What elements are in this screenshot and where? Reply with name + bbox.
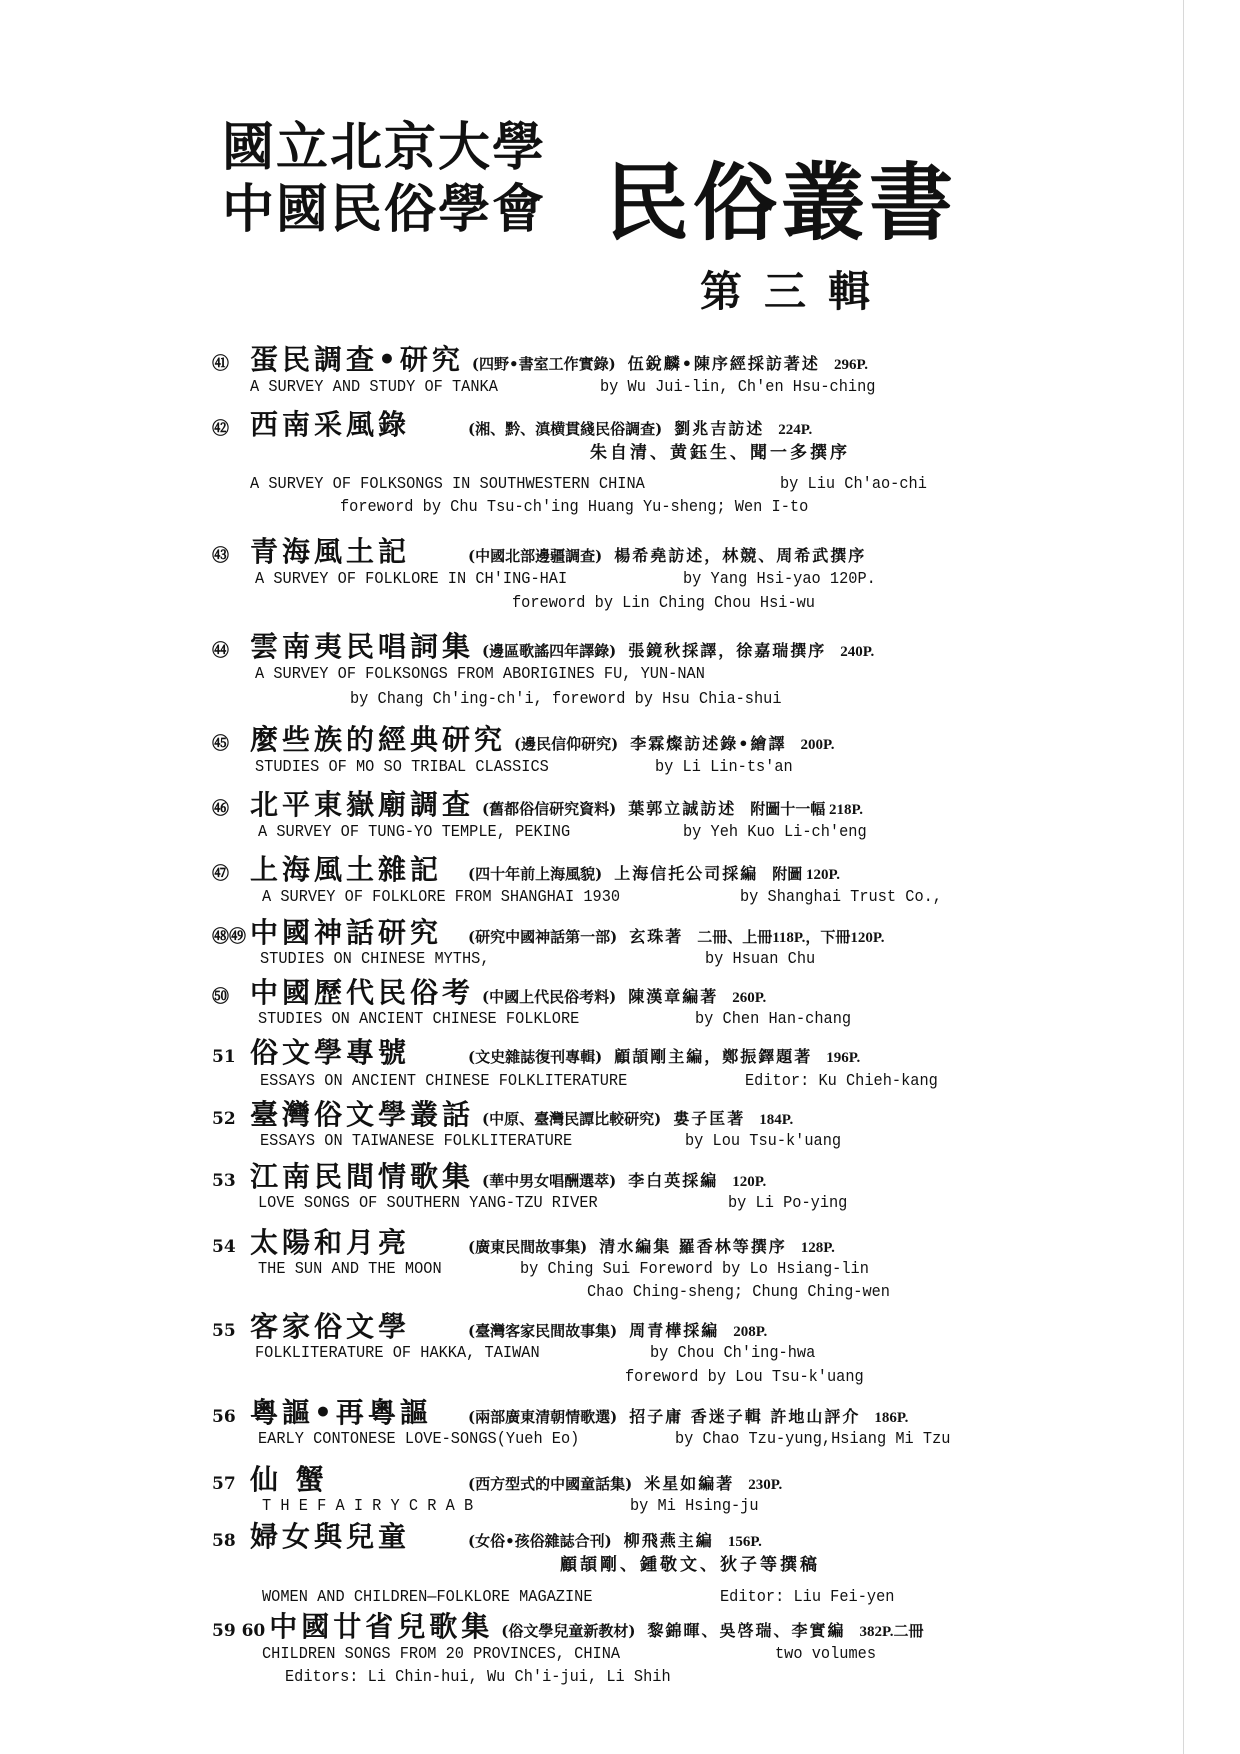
entry-pages: 186P. — [874, 1410, 909, 1426]
entry-pages: 230P. — [748, 1477, 783, 1493]
entry-english-line: by Chang Ch'ing-ch'i, foreword by Hsu Chia-shui — [350, 690, 782, 709]
entry-english-line: by Lou Tsu-k'uang — [685, 1132, 842, 1151]
entry-authors: 招子庸 香迷子輯 許地山評介 — [629, 1407, 861, 1426]
entry-authors: 周青樺採編 — [629, 1321, 720, 1340]
entry-number: 53 — [212, 1171, 236, 1191]
entry-chinese-line — [212, 790, 863, 820]
entry-chinese-line — [212, 632, 874, 662]
entry-english-line: FOLKLITERATURE OF HAKKA, TAIWAN — [255, 1344, 540, 1363]
entry-title: 臺灣俗文學叢話 — [250, 1098, 475, 1131]
entry-title: 中國神話研究 — [250, 916, 443, 949]
entry-title: 仙 蟹 — [250, 1463, 328, 1496]
entry-english-line: by Yeh Kuo Li-ch'eng — [683, 823, 867, 842]
entry-english-line: ESSAYS ON ANCIENT CHINESE FOLKLITERATURE — [260, 1072, 628, 1091]
entry-authors-preface: 顧頡剛、鍾敬文、狄子等撰稿 — [560, 1555, 820, 1575]
entry-number: 58 — [212, 1531, 236, 1551]
entry-authors: 李白英採編 — [628, 1171, 719, 1190]
entry-number: 51 — [212, 1047, 236, 1067]
entry-authors: 李霖燦訪述錄•繪譯 — [630, 734, 787, 753]
entry-chinese-line — [212, 1312, 767, 1342]
entry-number: ㊿ — [212, 987, 229, 1007]
entry-title: 上海風土雜記 — [250, 853, 443, 886]
entry-subtitle: (俗文學兒童新教材) — [501, 1622, 636, 1640]
entry-chinese-line — [212, 978, 766, 1008]
entry-chinese-line — [212, 1228, 835, 1258]
entry-authors: 張鏡秋採譯，徐嘉瑞撰序 — [628, 641, 827, 660]
entry-pages: 260P. — [732, 990, 767, 1006]
entry-pages: 196P. — [826, 1050, 861, 1066]
entry-english-line: A SURVEY OF FOLKSONGS IN SOUTHWESTERN CHINA — [250, 475, 645, 494]
entry-english-line: STUDIES ON ANCIENT CHINESE FOLKLORE — [258, 1010, 580, 1029]
entry-english-line: A SURVEY OF FOLKSONGS FROM ABORIGINES FU, YUN-NAN — [255, 665, 705, 684]
entry-title: 雲南夷民唱詞集 — [250, 630, 475, 663]
entry-english-line: Editor: Liu Fei-yen — [720, 1588, 895, 1607]
entry-number: ㊺ — [212, 734, 229, 754]
entry-english-line: by Hsuan Chu — [705, 950, 816, 969]
entry-english-line: WOMEN AND CHILDREN—FOLKLORE MAGAZINE — [262, 1588, 593, 1607]
page-edge-line — [1183, 0, 1184, 1754]
entry-subtitle: (文史雜誌復刊專輯) — [468, 1048, 603, 1066]
entry-authors: 楊希堯訪述，林競、周希武撰序 — [614, 546, 867, 565]
entry-number: ㊹ — [212, 641, 229, 661]
header-university: 國立北京大學 — [222, 117, 547, 178]
entry-title: 北平東嶽廟調查 — [250, 788, 475, 821]
entry-english-line: by Li Po-ying — [728, 1194, 848, 1213]
entry-title: 中國歷代民俗考 — [250, 976, 475, 1009]
entry-subtitle: (研究中國神話第一部) — [468, 928, 618, 946]
entry-authors: 劉兆吉訪述 — [674, 419, 765, 438]
series-title: 民俗叢書 — [605, 153, 958, 252]
entry-title: 太陽和月亮 — [250, 1226, 411, 1259]
header-society: 中國民俗學會 — [222, 179, 547, 240]
entry-title: 麼些族的經典研究 — [250, 723, 507, 756]
entry-english-line: A SURVEY OF FOLKLORE FROM SHANGHAI 1930 — [262, 888, 621, 907]
entry-subtitle: (西方型式的中國童話集) — [468, 1475, 633, 1493]
entry-number: 52 — [212, 1109, 236, 1129]
entry-subtitle: (中國北部邊疆調查) — [468, 547, 603, 565]
entry-authors: 伍銳麟•陳序經採訪著述 — [627, 354, 820, 373]
entry-subtitle: (湘、黔、滇横貫綫民俗調查) — [468, 420, 663, 438]
entry-english-line: foreword by Lou Tsu-k'uang — [625, 1368, 864, 1387]
entry-title: 婦女與兒童 — [250, 1520, 411, 1553]
entry-english-line: foreword by Lin Ching Chou Hsi-wu — [512, 594, 815, 613]
entry-subtitle: (四十年前上海風貌) — [468, 865, 603, 883]
entry-title: 江南民間情歌集 — [250, 1160, 475, 1193]
entry-authors: 上海信托公司採編 — [614, 864, 759, 883]
entry-title: 客家俗文學 — [250, 1310, 411, 1343]
entry-subtitle: (四野•書室工作實錄) — [471, 355, 616, 373]
entry-english-line: foreword by Chu Tsu-ch'ing Huang Yu-sheng; Wen I-to — [340, 498, 809, 517]
entry-subtitle: (舊都俗信研究資料) — [482, 800, 617, 818]
entry-pages: 附圖十一幅 218P. — [750, 802, 864, 818]
entry-subtitle: (華中男女唱酬選萃) — [482, 1172, 617, 1190]
entry-chinese-line — [212, 1038, 860, 1068]
entry-english-line: LOVE SONGS OF SOUTHERN YANG-TZU RIVER — [258, 1194, 598, 1213]
entry-english-line: by Shanghai Trust Co., — [740, 888, 942, 907]
entry-title: 中國廿省兒歌集 — [269, 1610, 494, 1643]
entry-title: 青海風土記 — [250, 535, 411, 568]
entry-pages: 128P. — [800, 1240, 835, 1256]
entry-english-line: THE SUN AND THE MOON — [258, 1260, 442, 1279]
entry-english-line: by Mi Hsing-ju — [630, 1497, 759, 1516]
entry-pages: 240P. — [840, 644, 875, 660]
entry-pages: 184P. — [759, 1112, 794, 1128]
entry-english-line: by Li Lin-ts'an — [655, 758, 793, 777]
entry-authors: 黎錦暉、吳啓瑞、李實編 — [647, 1621, 846, 1640]
entry-english-line: T H E F A I R Y C R A B — [262, 1497, 474, 1516]
entry-subtitle: (女俗•孩俗雜誌合刊) — [468, 1532, 612, 1550]
entry-english-line: A SURVEY AND STUDY OF TANKA — [250, 378, 498, 397]
entry-chinese-line — [212, 1522, 762, 1552]
entry-chinese-line — [212, 725, 835, 755]
entry-chinese-line — [212, 918, 884, 948]
entry-number: ㊼ — [212, 864, 229, 884]
entry-pages: 二冊、上冊118P.，下冊120P. — [697, 930, 885, 946]
entry-chinese-line — [212, 855, 840, 885]
entry-subtitle: (邊區歌謠四年譯錄) — [482, 642, 617, 660]
entry-number: 55 — [212, 1321, 236, 1341]
entry-authors-preface: 朱自清、黄鈺生、聞一多撰序 — [590, 443, 850, 463]
entry-title: 蛋民調查•研究 — [250, 343, 464, 376]
entry-chinese-line — [212, 1162, 766, 1192]
entry-pages: 224P. — [778, 422, 813, 438]
entry-english-line: ESSAYS ON TAIWANESE FOLKLITERATURE — [260, 1132, 573, 1151]
entry-chinese-line — [212, 345, 868, 375]
entry-english-line: by Chou Ch'ing-hwa — [650, 1344, 816, 1363]
entry-number: ㊽㊾ — [212, 927, 246, 947]
entry-pages: 208P. — [733, 1324, 768, 1340]
entry-number: ㊸ — [212, 546, 229, 566]
entry-english-line: by Chen Han-chang — [695, 1010, 852, 1029]
entry-english-line: by Chao Tzu-yung,Hsiang Mi Tzu — [675, 1430, 951, 1449]
entry-number: 57 — [212, 1474, 236, 1494]
entry-english-line: by Wu Jui-lin, Ch'en Hsu-ching — [600, 378, 876, 397]
entry-english-line: by Ching Sui Foreword by Lo Hsiang-lin — [520, 1260, 869, 1279]
entry-english-line: Chao Ching-sheng; Chung Ching-wen — [587, 1283, 890, 1302]
entry-authors: 清水編集 羅香林等撰序 — [599, 1237, 787, 1256]
entry-chinese-line — [212, 1100, 793, 1130]
entry-pages: 382P.二冊 — [859, 1624, 924, 1640]
entry-english-line: by Yang Hsi-yao 120P. — [683, 570, 876, 589]
entry-authors: 米星如編著 — [644, 1474, 735, 1493]
entry-subtitle: (中國上代民俗考料) — [482, 988, 617, 1006]
entry-english-line: A SURVEY OF TUNG-YO TEMPLE, PEKING — [258, 823, 571, 842]
entry-pages: 156P. — [727, 1534, 762, 1550]
entry-english-line: by Liu Ch'ao-chi — [780, 475, 927, 494]
entry-subtitle: (廣東民間故事集) — [468, 1238, 588, 1256]
entry-authors: 顧頡剛主編，鄭振鐸題著 — [614, 1047, 813, 1066]
entry-subtitle: (臺灣客家民間故事集) — [468, 1322, 618, 1340]
volume-label: 第三輯 — [700, 267, 893, 316]
entry-number: ㊻ — [212, 799, 229, 819]
entry-chinese-line — [212, 410, 812, 440]
entry-english-line: Editor: Ku Chieh-kang — [745, 1072, 938, 1091]
entry-number: 54 — [212, 1237, 236, 1257]
entry-chinese-line — [212, 537, 880, 567]
entry-pages: 附圖 120P. — [772, 867, 841, 883]
entry-number: ㊷ — [212, 419, 229, 439]
entry-number: 56 — [212, 1407, 236, 1427]
entry-pages: 200P. — [800, 737, 835, 753]
entry-authors: 玄珠著 — [629, 927, 684, 946]
entry-authors: 婁子匡著 — [673, 1109, 746, 1128]
entry-number: ㊶ — [212, 354, 229, 374]
entry-subtitle: (兩部廣東清朝情歌選) — [468, 1408, 618, 1426]
entry-english-line: A SURVEY OF FOLKLORE IN CH'ING-HAI — [255, 570, 568, 589]
entry-chinese-line — [212, 1612, 924, 1642]
entry-pages: 296P. — [833, 357, 868, 373]
entry-english-line: CHILDREN SONGS FROM 20 PROVINCES, CHINA — [262, 1645, 621, 1664]
entry-english-line: EARLY CONTONESE LOVE-SONGS(Yueh Eo) — [258, 1430, 580, 1449]
entry-authors: 葉郭立誠訪述 — [628, 799, 737, 818]
entry-chinese-line — [212, 1465, 782, 1495]
entry-pages: 120P. — [732, 1174, 767, 1190]
entry-subtitle: (中原、臺灣民譚比較研究) — [482, 1110, 662, 1128]
entry-title: 粵謳•再粵謳 — [250, 1396, 432, 1429]
entry-number: 59 60 — [212, 1621, 266, 1641]
entry-subtitle: (邊民信仰研究) — [514, 735, 619, 753]
entry-english-line: STUDIES OF MO SO TRIBAL CLASSICS — [255, 758, 549, 777]
entry-english-line: two volumes — [775, 1645, 876, 1664]
entry-english-line: STUDIES ON CHINESE MYTHS, — [260, 950, 490, 969]
entry-authors: 柳飛燕主編 — [623, 1531, 714, 1550]
entry-chinese-line — [212, 1398, 908, 1428]
entry-english-line: Editors: Li Chin-hui, Wu Ch'i-jui, Li Shih — [285, 1668, 671, 1687]
entry-title: 俗文學專號 — [250, 1036, 411, 1069]
entry-authors: 陳漢章編著 — [628, 987, 719, 1006]
entry-title: 西南采風錄 — [250, 408, 411, 441]
